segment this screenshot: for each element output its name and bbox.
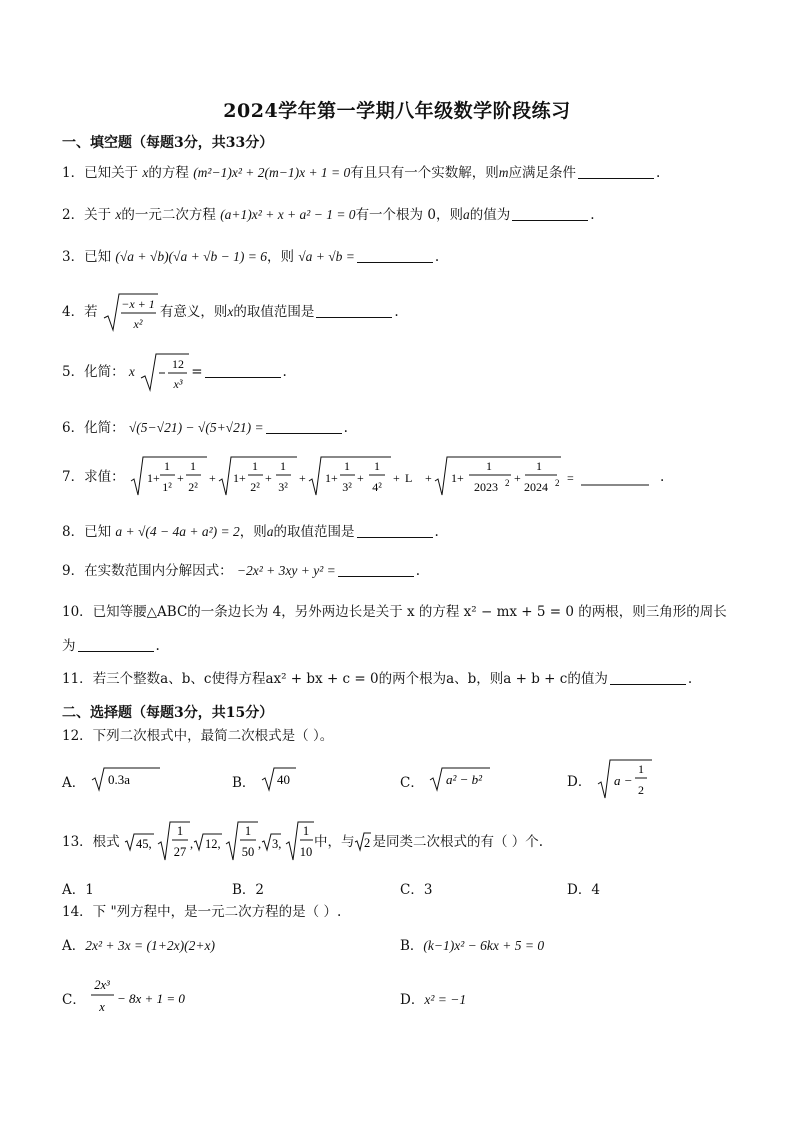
question-2: 2．关于 x的一元二次方程 (a+1)x² + x + a² − 1 = 0有一个根为 0，则a的值为 .	[62, 207, 595, 223]
q12-option-c[interactable]: C． a² − b²	[400, 764, 494, 800]
q8-equation: a + √(4 − 4a + a²) = 2	[115, 524, 240, 539]
svg-text:2²: 2²	[188, 480, 198, 494]
q4-numerator: −x + 1	[121, 297, 155, 311]
svg-text:1: 1	[163, 459, 170, 473]
q3-equation: (√a + √b)(√a + √b − 1) = 6	[115, 249, 267, 264]
q3-answer-blank[interactable]	[357, 248, 433, 263]
svg-text:10: 10	[299, 845, 313, 859]
q4-radical	[102, 292, 160, 334]
svg-text:1: 1	[485, 459, 492, 473]
q13-option-c[interactable]: C．3	[400, 882, 433, 898]
svg-text:27: 27	[173, 845, 187, 859]
svg-text:2: 2	[637, 783, 644, 797]
q1-equation: (m²−1)x² + 2(m−1)x + 1 = 0	[193, 165, 351, 180]
question-13: 13．根式 45, 1 27 , 12, 1 50 , 3, 1 10 中，与 2 是同类二次根式的有（ ）个.	[62, 820, 543, 864]
question-8: 8．已知 a + √(4 − 4a + a²) = 2，则a的取值范围是 .	[62, 524, 439, 540]
q14-option-a[interactable]: A．2x² + 3x = (1+2x)(2+x)	[62, 938, 215, 954]
svg-text:+: +	[208, 471, 216, 485]
question-5: 5．化简： x 12 x³ = .	[62, 352, 287, 392]
question-6: 6．化简： √(5−√21) − √(5+√21) = .	[62, 420, 348, 436]
q13-option-d[interactable]: D．4	[567, 882, 600, 898]
svg-text:1: 1	[176, 824, 184, 838]
q9-answer-blank[interactable]	[338, 562, 414, 577]
svg-text:4²: 4²	[372, 480, 382, 494]
svg-text:1+: 1+	[450, 471, 464, 485]
svg-text:1: 1	[373, 459, 380, 473]
svg-text:+: +	[424, 471, 432, 485]
svg-text:1: 1	[343, 459, 350, 473]
q9-expression: −2x² + 3xy + y² =	[236, 563, 336, 578]
q12-option-b[interactable]: B． 40	[232, 764, 300, 800]
svg-text:0.3a: 0.3a	[107, 772, 130, 787]
q1-number: 1．	[62, 165, 85, 181]
svg-text:3²: 3²	[278, 480, 288, 494]
svg-text:2: 2	[504, 478, 510, 488]
svg-text:12,: 12,	[204, 837, 221, 851]
svg-text:1+: 1+	[232, 471, 246, 485]
question-14: 14．下 "列方程中，是一元二次方程的是（ ）.	[62, 904, 342, 920]
q11-answer-blank[interactable]	[610, 670, 686, 685]
svg-text:1+: 1+	[324, 471, 338, 485]
svg-text:1: 1	[535, 459, 542, 473]
question-3: 3．已知 (√a + √b)(√a + √b − 1) = 6，则 √a + √b = .	[62, 249, 440, 265]
q8-answer-blank[interactable]	[357, 523, 433, 538]
q2-answer-blank[interactable]	[512, 206, 588, 221]
question-1: 1．已知关于 x的方程 (m²−1)x² + 2(m−1)x + 1 = 0有且只有一个实数解，则m应满足条件 .	[62, 165, 661, 181]
q10-answer-blank[interactable]	[78, 637, 154, 652]
question-10: 10．已知等腰△ABC的一条边长为 4，另外两边长是关于 x 的方程 x² − mx + 5 = 0 的两根，则三角形的周长 为 .	[62, 604, 727, 654]
svg-text:=: =	[566, 471, 574, 485]
q6-answer-blank[interactable]	[266, 419, 342, 434]
svg-text:− 8x + 1 = 0: − 8x + 1 = 0	[117, 991, 185, 1006]
svg-text:1: 1	[251, 459, 258, 473]
section-choice-heading: 二、选择题（每题3分，共15分）	[62, 705, 274, 721]
svg-text:2: 2	[364, 836, 371, 850]
svg-text:1: 1	[637, 762, 644, 776]
svg-text:x: x	[99, 1000, 105, 1014]
svg-text:+: +	[298, 471, 306, 485]
svg-text:+: +	[176, 471, 184, 485]
svg-text:45,: 45,	[135, 837, 152, 851]
svg-text:,: ,	[257, 837, 262, 851]
svg-text:2: 2	[554, 478, 560, 488]
svg-text:1²: 1²	[162, 480, 172, 494]
q5-radical	[139, 352, 191, 394]
svg-text:a² − b²: a² − b²	[446, 772, 483, 787]
q7-year-2: 2024	[523, 480, 548, 494]
svg-text:1: 1	[244, 824, 252, 838]
svg-text:a −: a −	[613, 773, 633, 788]
question-12: 12．下列二次根式中，最简二次根式是（ ）。	[62, 728, 334, 744]
q5-answer-blank[interactable]	[205, 363, 281, 378]
q5-denominator: x³	[173, 377, 183, 391]
section-fill-blank-heading: 一、填空题（每题3分，共33分）	[62, 135, 274, 151]
svg-text:3,: 3,	[271, 837, 282, 851]
q14-option-d[interactable]: D．x² = −1	[400, 992, 467, 1008]
svg-text:2²: 2²	[250, 480, 260, 494]
q14-option-b[interactable]: B．(k−1)x² − 6kx + 5 = 0	[400, 938, 545, 954]
page-title: 2024学年第一学期八年级数学阶段练习	[223, 100, 571, 122]
svg-text:1+: 1+	[146, 471, 160, 485]
q6-expression: √(5−√21) − √(5+√21) =	[128, 420, 264, 435]
q12-option-d[interactable]: D． a − 1 2	[567, 758, 656, 802]
svg-text:1: 1	[279, 459, 286, 473]
q14-option-c[interactable]: C． 2x³ x − 8x + 1 = 0	[62, 978, 185, 1014]
q1-answer-blank[interactable]	[578, 164, 654, 179]
svg-text:,: ,	[189, 837, 194, 851]
svg-text:+: +	[513, 471, 521, 485]
svg-text:1: 1	[189, 459, 196, 473]
svg-text:50: 50	[241, 845, 255, 859]
question-9: 9．在实数范围内分解因式： −2x² + 3xy + y² = .	[62, 563, 421, 579]
svg-text:+: +	[264, 471, 272, 485]
question-7: 7．求值： 1+ 1 1² + 1 2² + 1+ 1 2² + 1 3² + 1+ 1 3² + 1 4² + L + 1+ 1 2023 2 + 1 2024 2 =	[62, 455, 649, 499]
svg-text:+: +	[356, 471, 364, 485]
q13-option-a[interactable]: A．1	[62, 882, 94, 898]
q7-ellipsis: L	[404, 471, 413, 485]
svg-text:40: 40	[276, 772, 290, 787]
svg-text:+: +	[392, 471, 400, 485]
question-11: 11．若三个整数a、b、c使得方程ax² + bx + c = 0的两个根为a、b，则a + b + c的值为 .	[62, 671, 693, 687]
question-4: 4．若 −x + 1 x² 有意义，则x的取值范围是 .	[62, 292, 399, 332]
svg-text:2x³: 2x³	[94, 978, 110, 992]
q5-numerator: 12	[172, 357, 185, 371]
worksheet-page: 2024学年第一学期八年级数学阶段练习 一、填空题（每题3分，共33分） 1．已知关于 x的方程 (m²−1)x² + 2(m−1)x + 1 = 0有且只有一个实数解，则m应满足条件 . 2．关于 x的一元二次方程 (a+1)x² + x + a² − 1 = 0有一个根为 0，则a的值为 . 3．已知 (√a + √b)(√a + √b − 1) = 6，则 √a + √b = . 4．若 −x + 1 x² 有意义，则x的取值范围是 . 5．化简： x 12 x³ = . 6．化简： √(5−√21) − √(5+√21) = . 7．求值： 1+ 1 1² + 1 2² + 1+ 1 2² + 1 3² + 1+ 1 3² + 1 4² + L + 1+ 1 2023 2 + 1 2024 2 = . 8．已知 a + √(4 − 4a + a²) = 2，则a的取值范围是 . 9．在实数范围内分解因式： −2x² + 3xy + y² = . 10．已知等腰△ABC的一条边长为 4，另外两边长是关于 x 的方程 x² − mx + 5 = 0 的两根，则三角形的周长 为 . 11．若三个整数a、b、c使得方程ax² + bx + c = 0的两个根为a、b，则a + b + c的值为 . 二、选择题（每题3分，共15分） 12．下列二次根式中，最简二次根式是（ ）。 A． 0.3a B． 40 C． a² − b² D． a − 1 2 13．根式 45, 1 27 , 12, 1 50 , 3, 1 10 中，与 2 是同类二次根式的有（ ）个. A．1 B．2 C．3 D．4 14．下 "列方程中，是一元二次方程的是（ ）. A．2x² + 3x = (1+2x)(2+x) B．(k−1)x² − 6kx + 5 = 0 C． 2x³ x − 8x + 1 = 0 D．x² = −1	[0, 0, 794, 1123]
q13-radicals	[124, 820, 314, 864]
svg-text:3²: 3²	[342, 480, 352, 494]
q4-answer-blank[interactable]	[316, 303, 392, 318]
q13-option-b[interactable]: B．2	[232, 882, 265, 898]
q7-year-1: 2023	[473, 480, 498, 494]
q2-equation: (a+1)x² + x + a² − 1 = 0	[220, 207, 356, 222]
q7-series	[129, 455, 649, 499]
q4-denominator: x²	[133, 317, 143, 331]
q12-option-a[interactable]: A． 0.3a	[62, 764, 164, 800]
svg-text:1: 1	[302, 824, 310, 838]
